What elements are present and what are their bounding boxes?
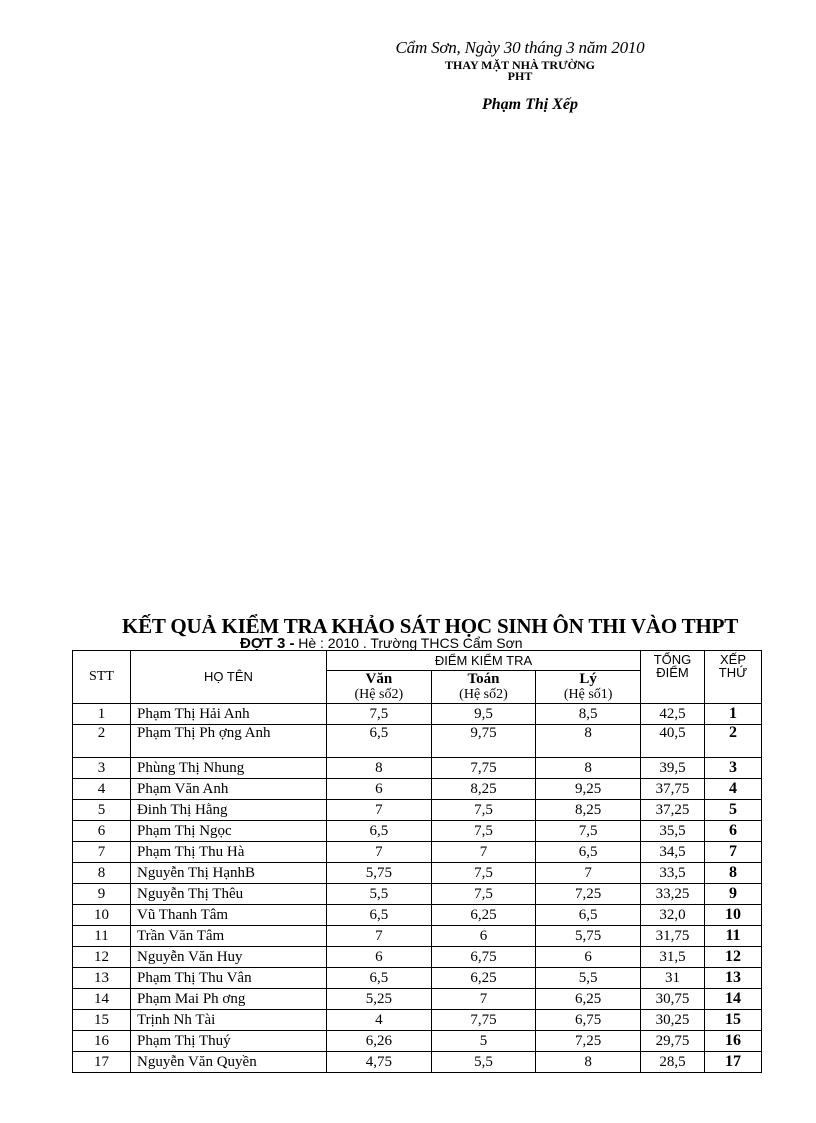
cell-toan: 5 [431, 1031, 536, 1052]
cell-stt: 1 [73, 704, 131, 725]
table-row [73, 884, 762, 905]
cell-van: 6,5 [327, 821, 432, 842]
cell-total: 30,25 [641, 1010, 705, 1031]
cell-name: Phạm Thị Hải Anh [131, 704, 327, 725]
cell-van: 6,5 [327, 725, 432, 758]
cell-van: 5,5 [327, 884, 432, 905]
cell-rank: 2 [705, 725, 762, 758]
cell-name: Trần Văn Tâm [131, 926, 327, 947]
header-rank-line2: THỨ [718, 665, 748, 680]
table-row [73, 905, 762, 926]
table-row [73, 989, 762, 1010]
cell-van: 6,5 [327, 968, 432, 989]
cell-rank: 16 [705, 1031, 762, 1052]
header-stt: STT [73, 651, 131, 704]
cell-ly: 6 [536, 947, 641, 968]
table-row [73, 1052, 762, 1073]
cell-total: 29,75 [641, 1031, 705, 1052]
cell-toan: 7,5 [431, 884, 536, 905]
cell-toan: 7,5 [431, 800, 536, 821]
signature-date: Cẩm Sơn, Ngày 30 tháng 3 năm 2010 [395, 38, 645, 57]
cell-toan: 7,75 [431, 1010, 536, 1031]
cell-ly: 8 [536, 725, 641, 758]
cell-rank: 7 [705, 842, 762, 863]
cell-stt: 8 [73, 863, 131, 884]
cell-toan: 7,5 [431, 821, 536, 842]
signature-title: PHT [507, 69, 533, 83]
cell-ly: 7,5 [536, 821, 641, 842]
report-title: KẾT QUẢ KIỂM TRA KHẢO SÁT HỌC SINH ÔN THI VÀO THPT [121, 614, 739, 638]
cell-toan: 9,75 [431, 725, 536, 758]
header-total-line2: ĐIỂM [656, 665, 689, 680]
cell-stt: 7 [73, 842, 131, 863]
cell-name: Phạm Thị Ph ợng Anh [131, 725, 327, 758]
cell-total: 35,5 [641, 821, 705, 842]
report-round: ĐỢT 3 - [240, 635, 295, 652]
cell-van: 7 [327, 800, 432, 821]
cell-rank: 11 [705, 926, 762, 947]
cell-ly: 6,25 [536, 989, 641, 1010]
cell-name: Nguyễn Văn Quyền [131, 1052, 327, 1073]
cell-ly: 8,25 [536, 800, 641, 821]
cell-ly: 6,5 [536, 905, 641, 926]
table-row [73, 926, 762, 947]
signature-role: THAY MẶT NHÀ TRƯỜNG [445, 58, 595, 72]
cell-rank: 13 [705, 968, 762, 989]
cell-ly: 6,5 [536, 842, 641, 863]
cell-ly: 7 [536, 863, 641, 884]
cell-total: 31,5 [641, 947, 705, 968]
cell-toan: 7 [431, 989, 536, 1010]
cell-ly: 5,75 [536, 926, 641, 947]
table-row [73, 842, 762, 863]
cell-stt: 5 [73, 800, 131, 821]
cell-name: Nguyễn Văn Huy [131, 947, 327, 968]
cell-total: 40,5 [641, 725, 705, 758]
cell-toan: 6,25 [431, 968, 536, 989]
cell-name: Phạm Thị Thu Vân [131, 968, 327, 989]
cell-name: Phạm Mai Ph ơng [131, 989, 327, 1010]
cell-ly: 9,25 [536, 779, 641, 800]
cell-rank: 8 [705, 863, 762, 884]
signatory-name: Phạm Thị Xếp [481, 96, 578, 113]
cell-van: 5,25 [327, 989, 432, 1010]
table-row [73, 1031, 762, 1052]
cell-ly: 6,75 [536, 1010, 641, 1031]
header-total [641, 651, 705, 704]
cell-rank: 17 [705, 1052, 762, 1073]
cell-total: 33,5 [641, 863, 705, 884]
header-subject-van: Văn (Hệ số2) [327, 671, 432, 704]
cell-total: 42,5 [641, 704, 705, 725]
cell-name: Vũ Thanh Tâm [131, 905, 327, 926]
cell-rank: 9 [705, 884, 762, 905]
cell-rank: 10 [705, 905, 762, 926]
cell-rank: 3 [705, 758, 762, 779]
cell-stt: 9 [73, 884, 131, 905]
signature-block [300, 38, 740, 114]
cell-total: 28,5 [641, 1052, 705, 1073]
header-score-group: ĐIỂM KIỂM TRA [327, 651, 641, 671]
cell-stt: 13 [73, 968, 131, 989]
cell-rank: 14 [705, 989, 762, 1010]
cell-stt: 16 [73, 1031, 131, 1052]
cell-name: Phạm Thị Thu Hà [131, 842, 327, 863]
table-row [73, 758, 762, 779]
cell-stt: 11 [73, 926, 131, 947]
cell-name: Phạm Văn Anh [131, 779, 327, 800]
table-row [73, 1010, 762, 1031]
cell-toan: 7,5 [431, 863, 536, 884]
cell-van: 4,75 [327, 1052, 432, 1073]
table-row [73, 947, 762, 968]
cell-van: 7,5 [327, 704, 432, 725]
cell-van: 4 [327, 1010, 432, 1031]
cell-rank: 12 [705, 947, 762, 968]
cell-rank: 5 [705, 800, 762, 821]
cell-name: Nguyễn Thị Thêu [131, 884, 327, 905]
cell-ly: 8 [536, 758, 641, 779]
cell-name: Phạm Thị Thuý [131, 1031, 327, 1052]
cell-total: 33,25 [641, 884, 705, 905]
table-row [73, 725, 762, 758]
cell-stt: 17 [73, 1052, 131, 1073]
cell-toan: 9,5 [431, 704, 536, 725]
cell-total: 31 [641, 968, 705, 989]
cell-toan: 7,75 [431, 758, 536, 779]
header-subject-ly: Lý (Hệ số1) [536, 671, 641, 704]
header-subject-toan: Toán (Hệ số2) [431, 671, 536, 704]
cell-toan: 7 [431, 842, 536, 863]
cell-ly: 7,25 [536, 1031, 641, 1052]
cell-rank: 4 [705, 779, 762, 800]
table-row [73, 704, 762, 725]
cell-total: 30,75 [641, 989, 705, 1010]
cell-van: 7 [327, 926, 432, 947]
cell-total: 37,75 [641, 779, 705, 800]
results-table [72, 650, 762, 1073]
cell-van: 6 [327, 779, 432, 800]
cell-total: 34,5 [641, 842, 705, 863]
table-row [73, 821, 762, 842]
cell-ly: 7,25 [536, 884, 641, 905]
cell-toan: 8,25 [431, 779, 536, 800]
cell-van: 8 [327, 758, 432, 779]
cell-stt: 10 [73, 905, 131, 926]
cell-toan: 6,75 [431, 947, 536, 968]
cell-stt: 4 [73, 779, 131, 800]
table-row [73, 863, 762, 884]
table-row [73, 968, 762, 989]
cell-rank: 15 [705, 1010, 762, 1031]
header-name: HỌ TÊN [131, 651, 327, 704]
cell-rank: 1 [705, 704, 762, 725]
cell-toan: 5,5 [431, 1052, 536, 1073]
table-row [73, 800, 762, 821]
cell-stt: 2 [73, 725, 131, 758]
header-rank-line1: XẾP [719, 652, 746, 667]
cell-ly: 8 [536, 1052, 641, 1073]
header-total-line1: TỔNG [653, 652, 692, 667]
cell-name: Nguyễn Thị HạnhB [131, 863, 327, 884]
cell-stt: 14 [73, 989, 131, 1010]
cell-name: Phạm Thị Ngọc [131, 821, 327, 842]
cell-toan: 6 [431, 926, 536, 947]
cell-van: 5,75 [327, 863, 432, 884]
cell-name: Trịnh Nh Tài [131, 1010, 327, 1031]
cell-stt: 3 [73, 758, 131, 779]
cell-ly: 5,5 [536, 968, 641, 989]
cell-van: 6,26 [327, 1031, 432, 1052]
cell-van: 6 [327, 947, 432, 968]
table-row [73, 779, 762, 800]
cell-total: 31,75 [641, 926, 705, 947]
cell-name: Đinh Thị Hằng [131, 800, 327, 821]
cell-toan: 6,25 [431, 905, 536, 926]
cell-stt: 15 [73, 1010, 131, 1031]
cell-name: Phùng Thị Nhung [131, 758, 327, 779]
cell-total: 39,5 [641, 758, 705, 779]
cell-stt: 12 [73, 947, 131, 968]
header-rank [705, 651, 762, 704]
cell-total: 37,25 [641, 800, 705, 821]
cell-van: 6,5 [327, 905, 432, 926]
cell-rank: 6 [705, 821, 762, 842]
cell-van: 7 [327, 842, 432, 863]
report-term-school: Hè : 2010 . Trường THCS Cẩm Sơn [298, 635, 523, 651]
cell-ly: 8,5 [536, 704, 641, 725]
cell-total: 32,0 [641, 905, 705, 926]
cell-stt: 6 [73, 821, 131, 842]
